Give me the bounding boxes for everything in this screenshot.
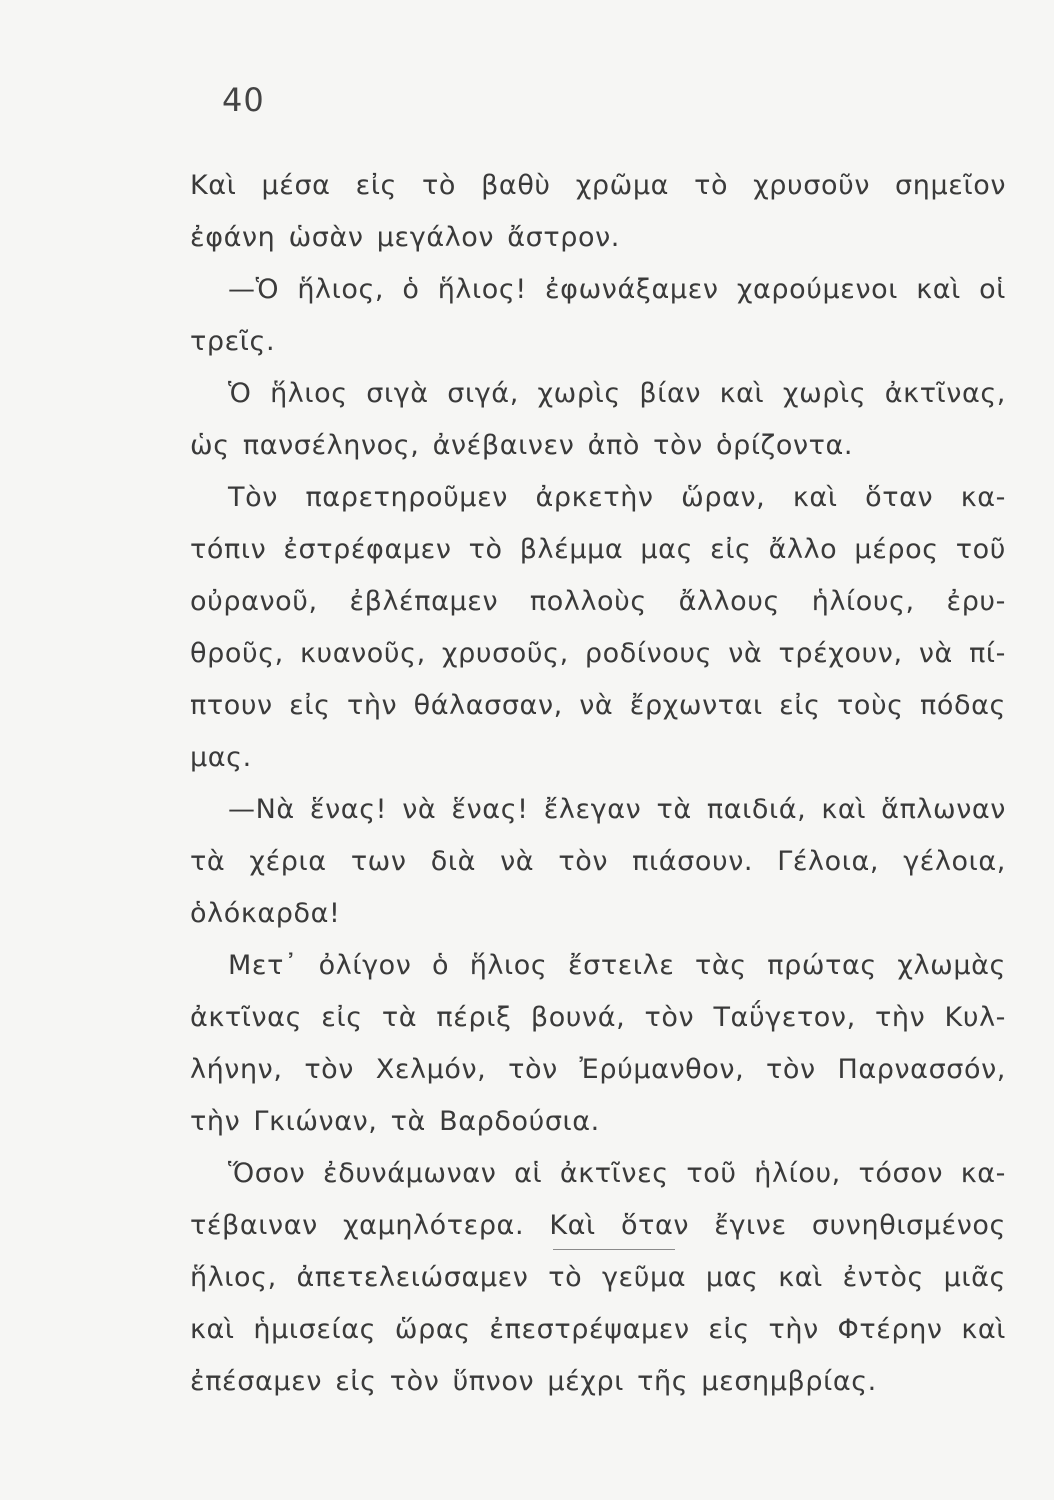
text-line: πτουν εἰς τὴν θάλασσαν, νὰ ἔρχωνται εἰς τοὺς πόδας	[190, 690, 1006, 721]
text-line: Ὁ ἥλιος σιγὰ σιγά, χωρὶς βίαν καὶ χωρὶς ἀκτῖνας,	[228, 378, 1006, 409]
text-line: Καὶ μέσα εἰς τὸ βαθὺ χρῶμα τὸ χρυσοῦν σημεῖον	[190, 170, 1006, 201]
chapter-end-rule	[553, 1249, 675, 1250]
text-line: Τὸν παρετηροῦμεν ἀρκετὴν ὥραν, καὶ ὅταν κα-	[228, 482, 1006, 513]
text-line: ἀκτῖνας εἰς τὰ πέριξ βουνά, τὸν Ταΰγετον, τὴν Κυλ-	[190, 1002, 1006, 1033]
text-line: —Ὁ ἥλιος, ὁ ἥλιος! ἐφωνάξαμεν χαρούμενοι καὶ οἱ	[228, 274, 1006, 305]
text-line: ὁλόκαρδα!	[190, 898, 341, 929]
text-line: ἐφάνη ὡσὰν μεγάλον ἄστρον.	[190, 222, 620, 253]
text-line: ὡς πανσέληνος, ἀνέβαινεν ἀπὸ τὸν ὁρίζοντα.	[190, 430, 854, 461]
text-line: τὰ χέρια των διὰ νὰ τὸν πιάσουν. Γέλοια, γέλοια,	[190, 846, 1006, 877]
text-line: ἐπέσαμεν εἰς τὸν ὕπνον μέχρι τῆς μεσημβρίας.	[190, 1366, 877, 1397]
text-line: Ὅσον ἐδυνάμωναν αἱ ἀκτῖνες τοῦ ἡλίου, τόσον κα-	[228, 1158, 1006, 1189]
text-line: τὴν Γκιώναν, τὰ Βαρδούσια.	[190, 1106, 600, 1137]
text-line: καὶ ἡμισείας ὥρας ἐπεστρέψαμεν εἰς τὴν Φτέρην καὶ	[190, 1314, 1006, 1345]
text-line: —Νὰ ἕνας! νὰ ἕνας! ἔλεγαν τὰ παιδιά, καὶ ἅπλωναν	[228, 794, 1006, 825]
body-text	[190, 160, 1006, 1408]
page-number: 40	[222, 81, 265, 119]
text-line: τέβαιναν χαμηλότερα. Καὶ ὅταν ἔγινε συνηθισμένος	[190, 1210, 1006, 1241]
text-line: μας.	[190, 742, 252, 773]
text-line: Μετ᾽ ὀλίγον ὁ ἥλιος ἔστειλε τὰς πρώτας χλωμὰς	[228, 950, 1006, 981]
text-line: λήνην, τὸν Χελμόν, τὸν Ἐρύμανθον, τὸν Παρνασσόν,	[190, 1054, 1006, 1085]
text-line: τόπιν ἐστρέφαμεν τὸ βλέμμα μας εἰς ἄλλο μέρος τοῦ	[190, 534, 1006, 565]
text-line: ἥλιος, ἀπετελειώσαμεν τὸ γεῦμα μας καὶ ἐντὸς μιᾶς	[190, 1262, 1006, 1293]
text-line: τρεῖς.	[190, 326, 276, 357]
text-line: οὐρανοῦ, ἐβλέπαμεν πολλοὺς ἄλλους ἡλίους, ἐρυ-	[190, 586, 1006, 617]
text-line: θροῦς, κυανοῦς, χρυσοῦς, ροδίνους νὰ τρέχουν, νὰ πί-	[190, 638, 1006, 669]
